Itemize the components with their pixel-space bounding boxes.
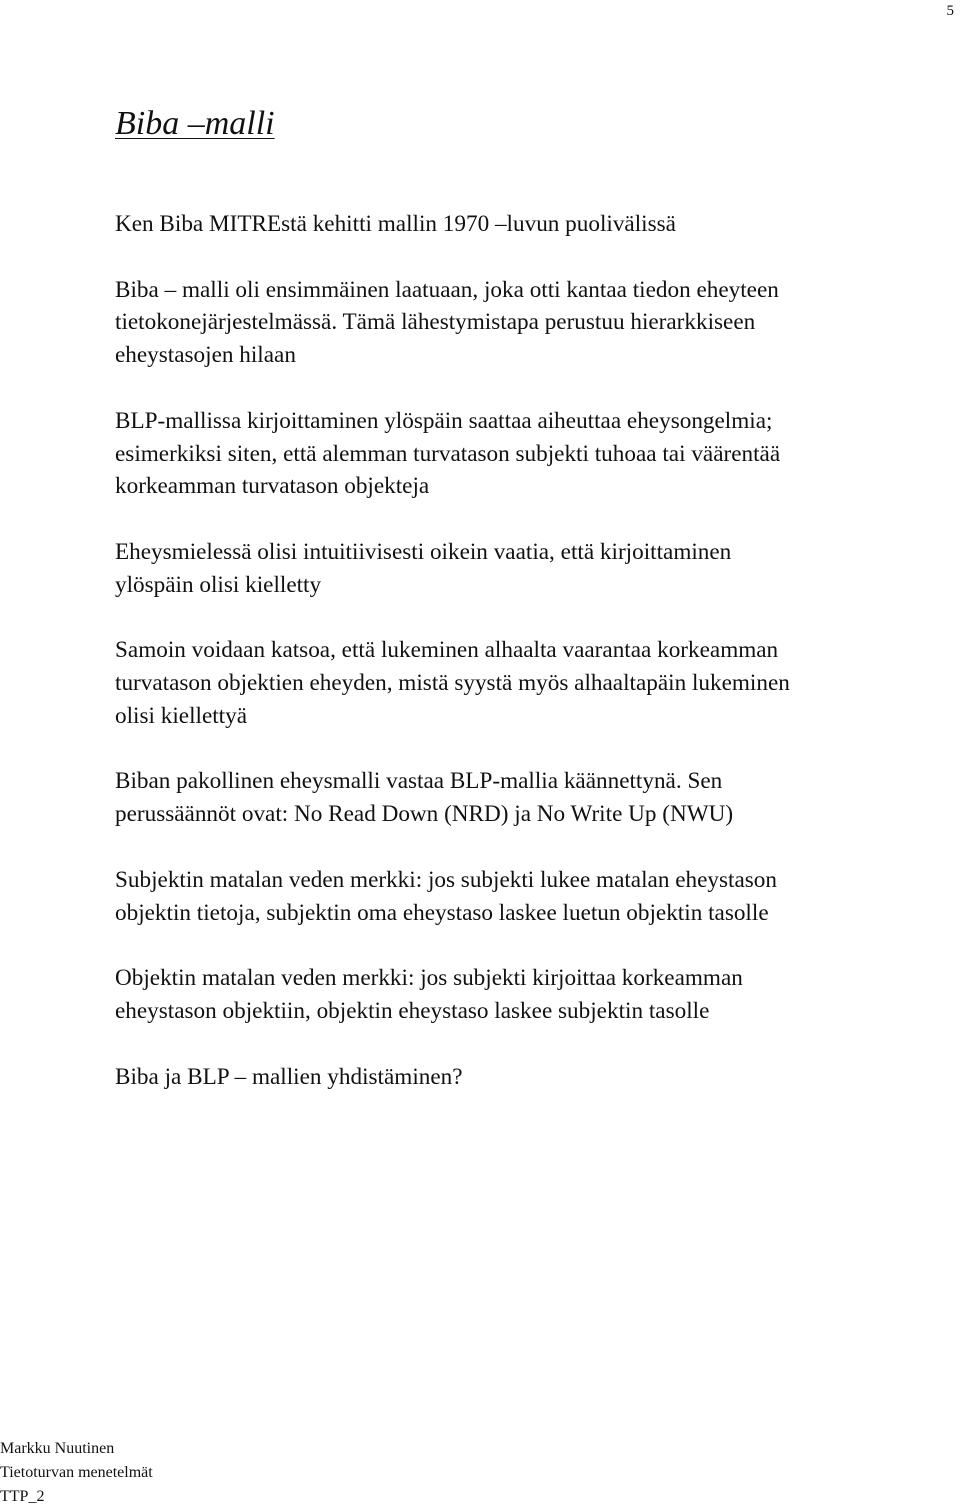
paragraph-biba-integrity <box>115 274 935 372</box>
paragraph-line: esimerkiksi siten, että alemman turvatason subjekti tuhoaa tai väärentää <box>115 440 781 467</box>
paragraph-line: turvatason objektien eheyden, mistä syystä myös alhaaltapäin lukeminen <box>115 670 790 697</box>
document-body <box>115 208 935 1126</box>
page-title: Biba –malli <box>115 105 275 142</box>
paragraph-line: Eheysmielessä olisi intuitiivisesti oikein vaatia, että kirjoittaminen <box>115 538 732 565</box>
paragraph-line: Samoin voidaan katsoa, että lukeminen alhaalta vaarantaa korkeamman <box>115 637 779 664</box>
paragraph-line: tietokonejärjestelmässä. Tämä lähestymistapa perustuu hierarkkiseen <box>115 309 756 336</box>
paragraph-no-read-down <box>115 634 935 732</box>
paragraph-line: perussäännöt ovat: No Read Down (NRD) ja No Write Up (NWU) <box>115 801 734 828</box>
paragraph-blp-write-up <box>115 405 935 503</box>
paragraph-line: Subjektin matalan veden merkki: jos subjekti lukee matalan eheystason <box>115 866 777 893</box>
paragraph-line: BLP-mallissa kirjoittaminen ylöspäin saattaa aiheuttaa eheysongelmia; <box>115 407 773 434</box>
paragraph-line: Biba ja BLP – mallien yhdistäminen? <box>115 1063 463 1090</box>
page-footer <box>0 1437 153 1509</box>
footer-course: Tietoturvan menetelmät <box>0 1464 153 1481</box>
paragraph-line: eheystason objektiin, objektin eheystaso laskee subjektin tasolle <box>115 997 710 1024</box>
paragraph-biba-origin <box>115 208 935 241</box>
paragraph-line: ylöspäin olisi kielletty <box>115 571 322 598</box>
paragraph-no-write-up <box>115 536 935 601</box>
paragraph-line: objektin tietoja, subjektin oma eheystaso laskee luetun objektin tasolle <box>115 899 769 926</box>
paragraph-line: korkeamman turvatason objekteja <box>115 473 430 500</box>
paragraph-line: Ken Biba MITREstä kehitti mallin 1970 –luvun puolivälissä <box>115 211 676 237</box>
page-number: 5 <box>946 3 954 19</box>
paragraph-combination-question <box>115 1061 935 1094</box>
paragraph-biba-rules <box>115 765 935 830</box>
paragraph-line: Objektin matalan veden merkki: jos subjekti kirjoittaa korkeamman <box>115 965 743 992</box>
paragraph-object-low-water-mark <box>115 962 935 1027</box>
footer-code: TTP_2 <box>0 1488 45 1505</box>
paragraph-line: Biban pakollinen eheysmalli vastaa BLP-mallia käännettynä. Sen <box>115 768 723 795</box>
paragraph-line: eheystasojen hilaan <box>115 342 296 369</box>
footer-author: Markku Nuutinen <box>0 1440 115 1457</box>
paragraph-line: Biba – malli oli ensimmäinen laatuaan, joka otti kantaa tiedon eheyteen <box>115 276 779 303</box>
paragraph-subject-low-water-mark <box>115 864 935 929</box>
paragraph-line: olisi kiellettyä <box>115 702 248 729</box>
